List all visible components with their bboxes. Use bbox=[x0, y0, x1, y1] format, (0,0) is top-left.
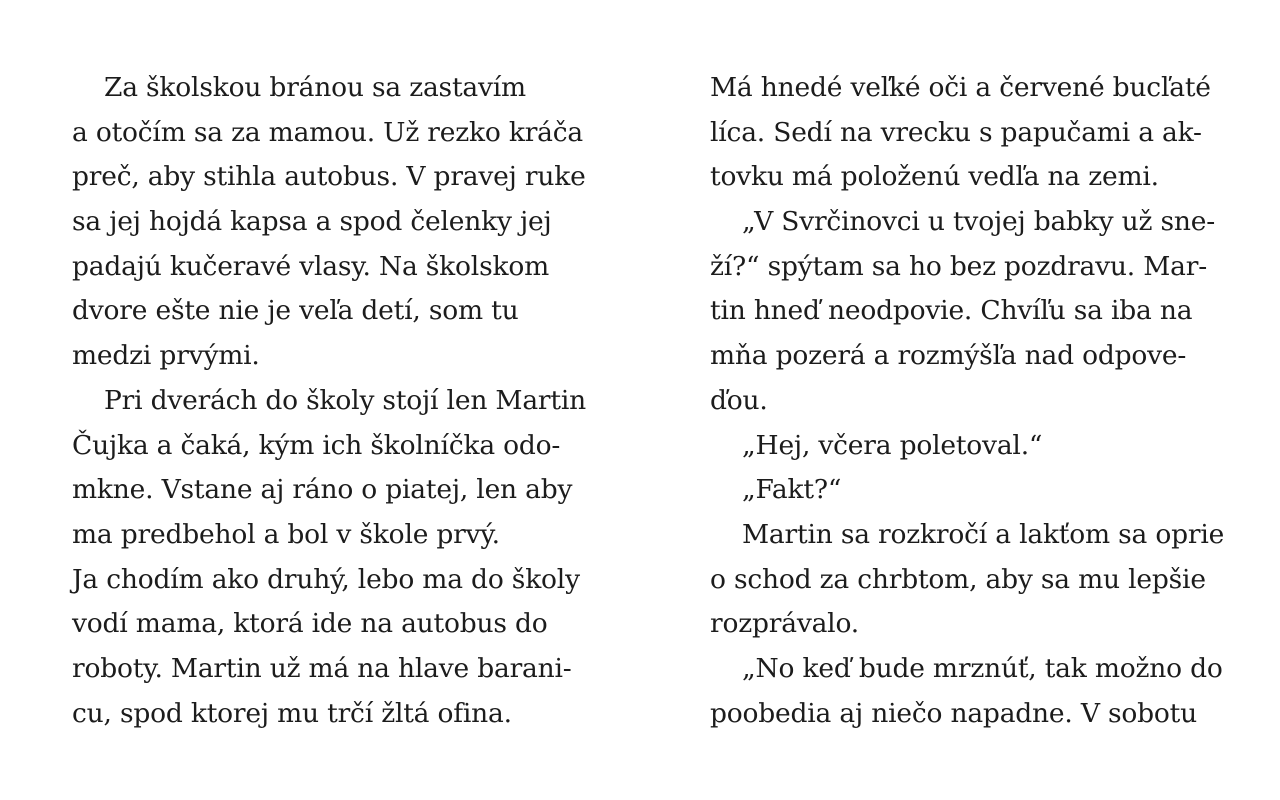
text-line: mkne. Vstane aj ráno o piatej, len aby bbox=[72, 474, 573, 506]
text-line: poobedia aj niečo napadne. V sobotu bbox=[710, 697, 1198, 729]
text-line: tin hneď neodpovie. Chvíľu sa iba na bbox=[710, 295, 1193, 327]
right-page bbox=[710, 66, 1240, 736]
text-line: mňa pozerá a rozmýšľa nad odpove- bbox=[710, 340, 1187, 372]
text-line: ďou. bbox=[710, 384, 768, 416]
text-line: Martin sa rozkročí a lakťom sa oprie bbox=[742, 518, 1225, 550]
text-line: rozprávalo. bbox=[710, 608, 859, 640]
text-line: ma predbehol a bol v škole prvý. bbox=[72, 518, 500, 550]
text-line: Za školskou bránou sa zastavím bbox=[104, 72, 526, 103]
text-line: medzi prvými. bbox=[72, 340, 260, 372]
text-line: o schod za chrbtom, aby sa mu lepšie bbox=[710, 563, 1206, 595]
text-line: preč, aby stihla autobus. V pravej ruke bbox=[72, 161, 586, 193]
text-line: „Hej, včera poletoval.“ bbox=[742, 429, 1043, 461]
text-line: a otočím sa za mamou. Už rezko kráča bbox=[72, 116, 584, 148]
text-line: Čujka a čaká, kým ich školníčka odo- bbox=[72, 429, 561, 461]
text-line: padajú kučeravé vlasy. Na školskom bbox=[72, 250, 550, 282]
text-line: tovku má položenú vedľa na zemi. bbox=[710, 161, 1159, 193]
left-page bbox=[72, 66, 592, 736]
text-line: „V Svrčinovci u tvojej babky už sne- bbox=[742, 206, 1216, 238]
text-line: líca. Sedí na vrecku s papučami a ak- bbox=[710, 116, 1202, 148]
text-line: dvore ešte nie je veľa detí, som tu bbox=[72, 295, 519, 327]
text-line: roboty. Martin už má na hlave barani- bbox=[72, 652, 572, 684]
text-line: sa jej hojdá kapsa a spod čelenky jej bbox=[72, 206, 552, 238]
text-line: Ja chodím ako druhý, lebo ma do školy bbox=[72, 563, 580, 595]
text-line: „Fakt?“ bbox=[742, 474, 842, 506]
text-line: cu, spod ktorej mu trčí žltá ofina. bbox=[72, 697, 512, 729]
text-line: „No keď bude mrznúť, tak možno do bbox=[742, 652, 1223, 684]
text-line: ží?“ spýtam sa ho bez pozdravu. Mar- bbox=[710, 250, 1207, 282]
text-line: Pri dverách do školy stojí len Martin bbox=[104, 384, 586, 416]
text-line: Má hnedé veľké oči a červené bucľaté bbox=[710, 72, 1211, 103]
text-line: vodí mama, ktorá ide na autobus do bbox=[72, 608, 548, 640]
